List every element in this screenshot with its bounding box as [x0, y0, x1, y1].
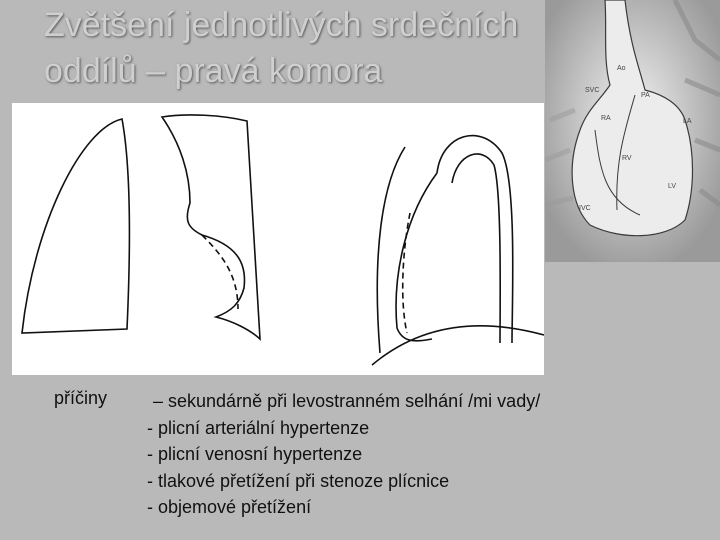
label-pa: PA [641, 92, 650, 99]
label-lv: LV [668, 183, 677, 190]
causes-list [147, 388, 540, 521]
cause-item: - objemové přetížení [147, 497, 312, 517]
diaphragm-outline [372, 326, 544, 365]
label-ivc: IVC [579, 205, 591, 212]
label-ra: RA [601, 115, 611, 122]
cause-item: – sekundárně při levostranném selhání /mi vady/ [153, 391, 541, 411]
chest-xray-image [545, 0, 720, 262]
causes-section [0, 384, 720, 534]
label-ao: Ao [617, 65, 626, 72]
heart-line-drawings [12, 103, 544, 375]
label-svc: SVC [585, 87, 600, 94]
cause-item: - plicní venosní hypertenze [147, 444, 363, 464]
aortic-arch-inner [452, 154, 500, 343]
title-line-2: oddílů – pravá komora [44, 52, 383, 90]
lateral-view-drawing [372, 136, 544, 365]
label-la: LA [683, 118, 692, 125]
normal-anterior-border-dashed [403, 213, 410, 333]
left-lung-heart-outline [162, 115, 260, 339]
anterior-chest-wall [377, 147, 405, 353]
drawings-svg [12, 103, 544, 375]
right-lung-outline [22, 119, 129, 333]
title-line-1: Zvětšení jednotlivých srdečních [44, 6, 519, 44]
causes-label: příčiny [54, 388, 108, 408]
pa-view-drawing [22, 115, 260, 339]
cause-item: - tlakové přetížení při stenoze plícnice [147, 470, 450, 491]
label-rv: RV [622, 155, 632, 162]
heart-anterior-border [396, 173, 437, 341]
aortic-arch-outer [437, 136, 513, 343]
normal-heart-border-dashed [202, 235, 238, 309]
cause-item: - plicní arteriální hypertenze [147, 417, 370, 438]
chest-xray-svg [545, 0, 720, 262]
